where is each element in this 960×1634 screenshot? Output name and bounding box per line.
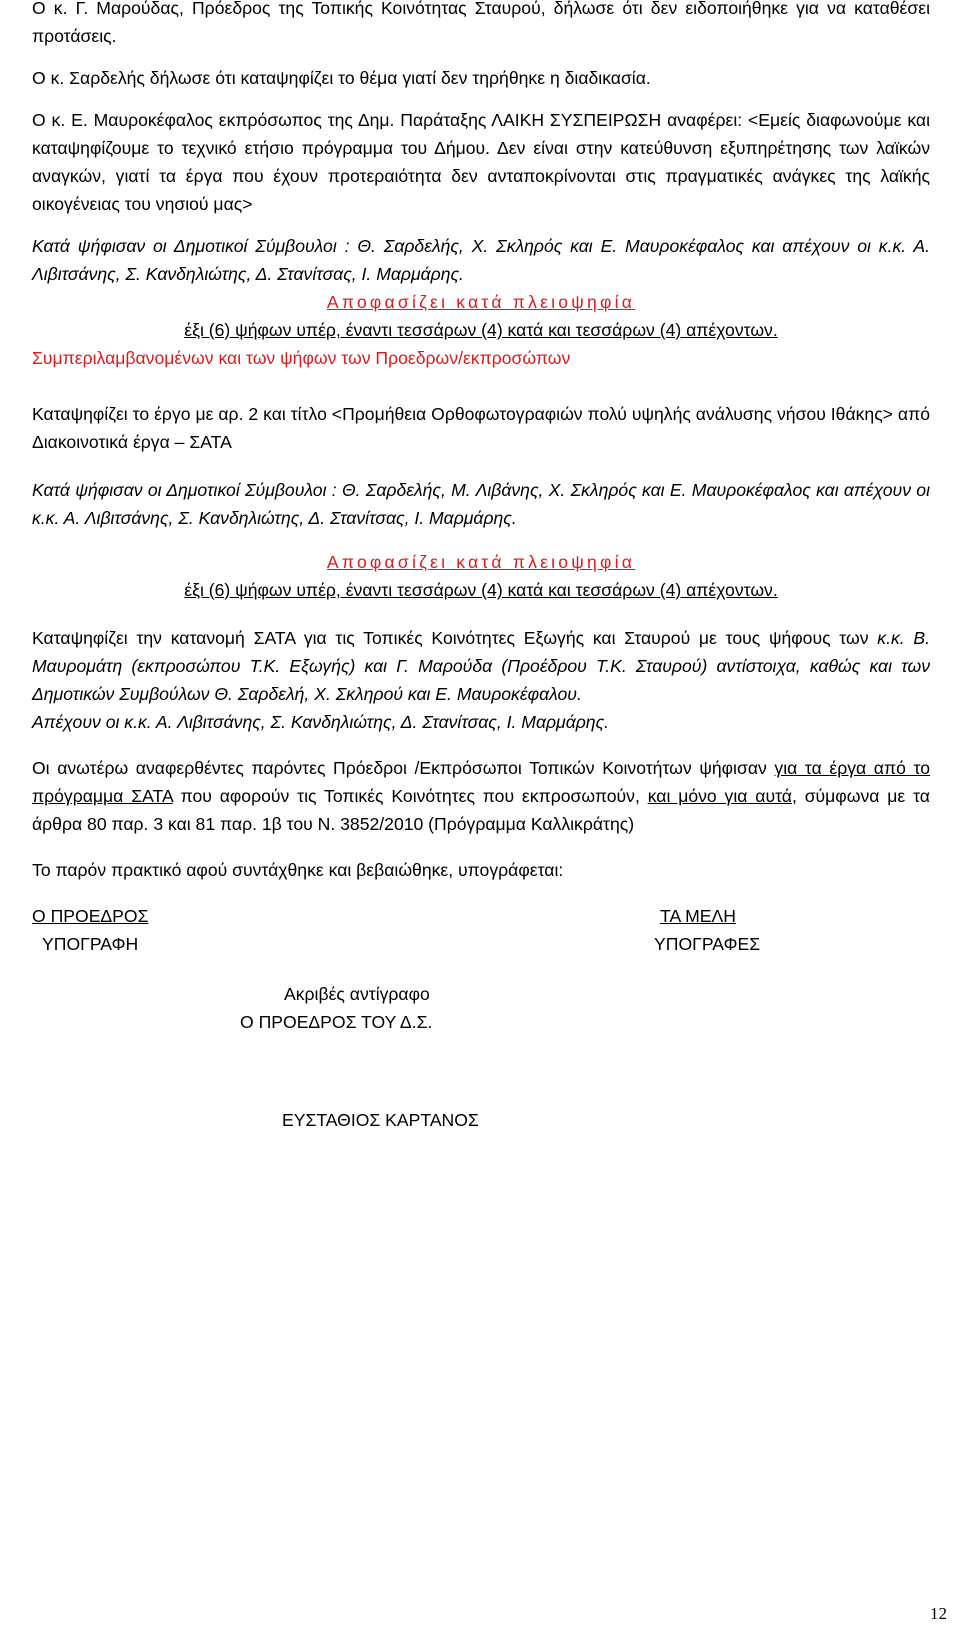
president-signature: ΥΠΟΓΡΑΦΗ bbox=[42, 934, 139, 954]
signature-lines-row bbox=[32, 930, 930, 958]
copy-title-row bbox=[32, 1008, 930, 1036]
representatives-text-a: Οι ανωτέρω αναφερθέντες παρόντες Πρόεδροι /Εκπρόσωποι Τοπικών Κοινοτήτων ψήφισαν bbox=[32, 758, 775, 778]
representatives-underline-2: και μόνο για αυτά bbox=[647, 786, 792, 806]
paragraph-project-2-rejection: Καταψηφίζει το έργο με αρ. 2 και τίτλο <Προμήθεια Ορθοφωτογραφιών πολύ υψηλής ανάλυσης νήσου Ιθάκης> από Διακοινοτικά έργα – ΣΑΤΑ bbox=[32, 404, 930, 452]
members-signatures: ΥΠΟΓΡΑΦΕΣ bbox=[654, 934, 761, 954]
decision-title-2: Αποφασίζει κατά πλειοψηφία bbox=[326, 552, 636, 572]
copy-title: Ο ΠΡΟΕΔΡΟΣ ΤΟΥ Δ.Σ. bbox=[240, 1012, 433, 1032]
representatives-text-b: που αφορούν τις Τοπικές Κοινότητες που εκπροσωπούν, bbox=[172, 786, 648, 806]
sata-abstentions: Απέχουν οι κ.κ. Α. Λιβιτσάνης, Σ. Κανδηλιώτης, Δ. Στανίτσας, Ι. Μαρμάρης. bbox=[32, 712, 610, 732]
paragraph-sardelis-statement: Ο κ. Σαρδελής δήλωσε ότι καταψηφίζει το θέμα γιατί δεν τηρήθηκε η διαδικασία. bbox=[32, 68, 651, 88]
true-copy-row bbox=[32, 980, 930, 1008]
signatory-name-row bbox=[32, 1106, 930, 1134]
decision-votes-1: έξι (6) ψήφων υπέρ, έναντι τεσσάρων (4) κατά και τεσσάρων (4) απέχοντων. bbox=[184, 320, 778, 340]
sata-allocation-voters: κ.κ. Β. Μαυρομάτη (εκπροσώπου Τ.Κ. Εξωγής) και Γ. Μαρούδα (Προέδρου Τ.Κ. Σταυρού) αντίστοιχα, καθώς και των Δημοτικών Συμβούλων Θ. Σαρδελή, Χ. Σκληρού και Ε. Μαυροκέφαλου. bbox=[32, 628, 930, 704]
paragraph-signing-statement: Το παρόν πρακτικό αφού συντάχθηκε και βεβαιώθηκε, υπογράφεται: bbox=[32, 860, 564, 880]
true-copy-label: Ακριβές αντίγραφο bbox=[284, 984, 430, 1004]
paragraph-community-representatives bbox=[32, 754, 930, 838]
paragraph-mavrokefalos-statement: Ο κ. Ε. Μαυροκέφαλος εκπρόσωπος της Δημ. Παράταξης ΛΑΙΚΗ ΣΥΣΠΕΙΡΩΣΗ αναφέρει: <Εμείς διαφωνούμε και καταψηφίζουμε το τεχνικό ετήσιο πρόγραμμα του Δήμου. Δεν είναι στην κατεύθυνση εξυπηρέτησης των λαϊκών αναγκών, γιατί τα έργα που έχουν προτεραιότητα δεν ανταποκρίνονται στις πραγματικές ανάγκες της λαϊκής οικογένειας του νησιού μας> bbox=[32, 110, 930, 214]
vote-record-1: Κατά ψήφισαν οι Δημοτικοί Σύμβουλοι : Θ. Σαρδελής, Χ. Σκληρός και Ε. Μαυροκέφαλος και απέχουν οι κ.κ. Α. Λιβιτσάνης, Σ. Κανδηλιώτης, Δ. Στανίτσας, Ι. Μαρμάρης. bbox=[32, 236, 930, 284]
decision-note-1: Συμπεριλαμβανομένων και των ψήφων των Προεδρων/εκπροσώπων bbox=[32, 348, 571, 368]
document-page bbox=[32, 0, 930, 1134]
decision-votes-2: έξι (6) ψήφων υπέρ, έναντι τεσσάρων (4) κατά και τεσσάρων (4) απέχοντων. bbox=[184, 580, 778, 600]
paragraph-sata-allocation bbox=[32, 624, 930, 708]
representatives-text-c: , σύμφωνα με τα άρθρα 80 παρ. 3 και 81 παρ. 1β του Ν. 3852/2010 (Πρόγραμμα Καλλικράτης) bbox=[32, 786, 930, 834]
page-number: 12 bbox=[930, 1604, 947, 1623]
vote-record-2: Κατά ψήφισαν οι Δημοτικοί Σύμβουλοι : Θ. Σαρδελής, Μ. Λιβάνης, Χ. Σκληρός και Ε. Μαυροκέφαλος και απέχουν οι κ.κ. Α. Λιβιτσάνης, Σ. Κανδηλιώτης, Δ. Στανίτσας, Ι. Μαρμάρης. bbox=[32, 480, 930, 528]
signature-labels-row bbox=[32, 902, 930, 930]
representatives-underline-1: για τα έργα από το πρόγραμμα ΣΑΤΑ bbox=[32, 758, 930, 806]
sata-allocation-text: Καταψηφίζει την κατανομή ΣΑΤΑ για τις Τοπικές Κοινότητες Εξωγής και Σταυρού με τους ψήφους των bbox=[32, 628, 878, 648]
members-label: ΤΑ ΜΕΛΗ bbox=[660, 906, 736, 926]
president-label: Ο ΠΡΟΕΔΡΟΣ bbox=[32, 906, 149, 926]
decision-title-1: Αποφασίζει κατά πλειοψηφία bbox=[326, 292, 636, 312]
paragraph-marouda-statement: Ο κ. Γ. Μαρούδας, Πρόεδρος της Τοπικής Κοινότητας Σταυρού, δήλωσε ότι δεν ειδοποιήθηκε για να καταθέσει προτάσεις. bbox=[32, 0, 930, 46]
signatory-name: ΕΥΣΤΑΘΙΟΣ ΚΑΡΤΑΝΟΣ bbox=[282, 1110, 479, 1130]
